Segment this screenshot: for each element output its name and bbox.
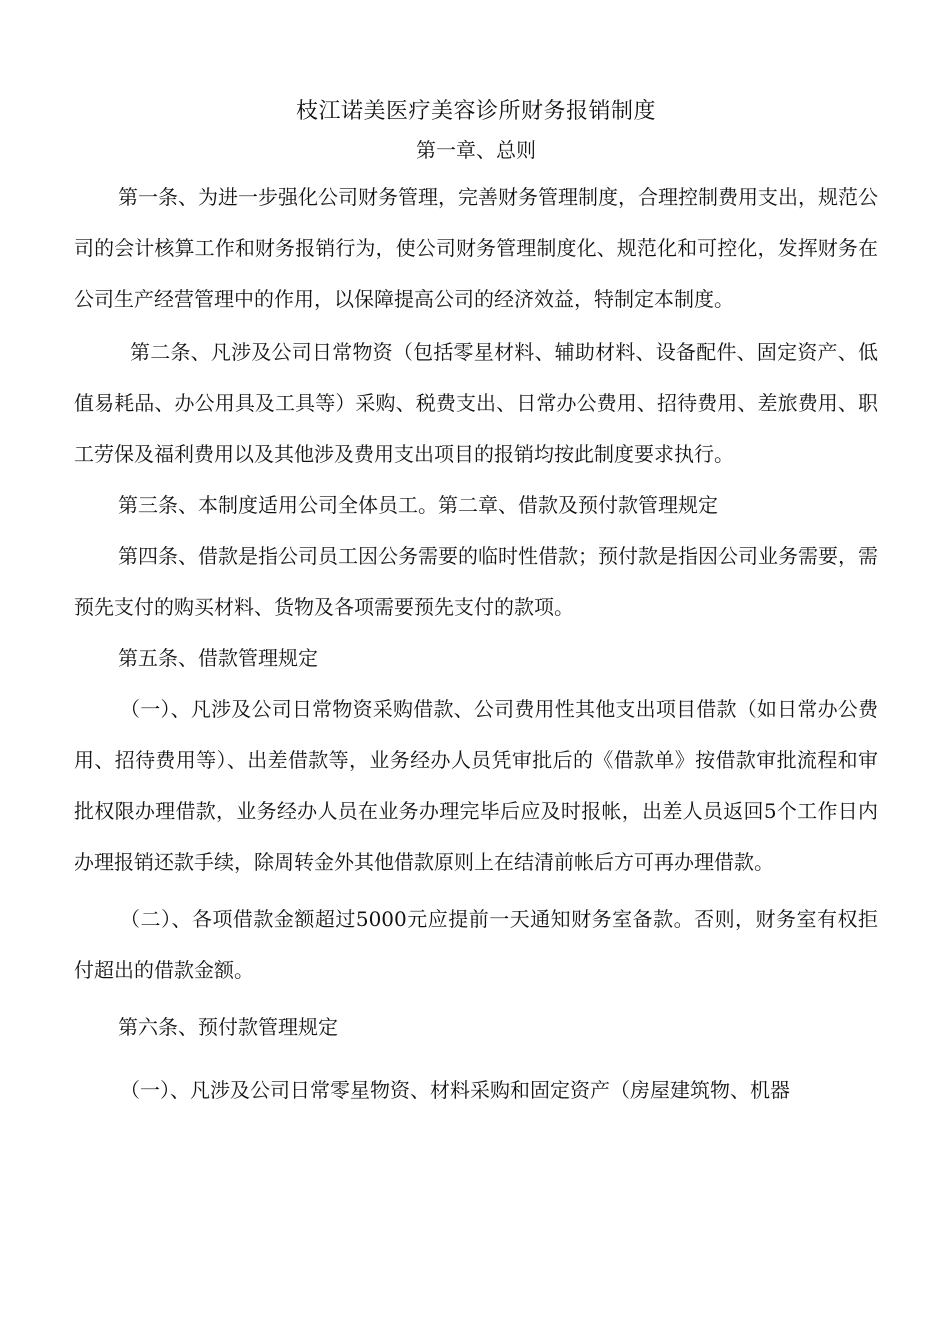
document-page (74, 92, 878, 1116)
article-1: 第一条、为进一步强化公司财务管理，完善财务管理制度，合理控制费用支出，规范公司的会计核算工作和财务报销行为，使公司财务管理制度化、规范化和可控化，发挥财务在公司生产经营管理中的作用，以保障提高公司的经济效益，特制定本制度。 (74, 185, 878, 311)
article-5-item-1: （一）、凡涉及公司日常物资采购借款、公司费用性其他支出项目借款（如日常办公费用、招待费用等）、出差借款等，业务经办人员凭审批后的《借款单》按借款审批流程和审批权限办理借款，业务经办人员在业务办理完毕后应及时报帐，出差人员返回5个工作日内办理报销还款手续，除周转金外其他借款原则上在结清前帐后方可再办理借款。 (74, 697, 878, 874)
article-3: 第三条、本制度适用公司全体员工。第二章、借款及预付款管理规定 (118, 493, 718, 517)
chapter-heading: 第一章、总则 (416, 138, 536, 162)
document-title: 枝江诺美医疗美容诊所财务报销制度 (295, 99, 656, 124)
article-6: 第六条、预付款管理规定 (118, 1015, 338, 1039)
article-5: 第五条、借款管理规定 (118, 646, 318, 670)
article-4: 第四条、借款是指公司员工因公务需要的临时性借款；预付款是指因公司业务需要，需预先支付的购买材料、货物及各项需要预先支付的款项。 (74, 544, 878, 619)
article-6-item-1: （一）、凡涉及公司日常零星物资、材料采购和固定资产（房屋建筑物、机器 (120, 1078, 790, 1102)
article-5-item-2: （二）、各项借款金额超过5000元应提前一天通知财务室备款。否则，财务室有权拒付超出的借款金额。 (74, 907, 878, 982)
article-2: 第二条、凡涉及公司日常物资（包括零星材料、辅助材料、设备配件、固定资产、低值易耗品、办公用具及工具等）采购、税费支出、日常办公费用、招待费用、差旅费用、职工劳保及福利费用以及其他涉及费用支出项目的报销均按此制度要求执行。 (74, 340, 878, 466)
